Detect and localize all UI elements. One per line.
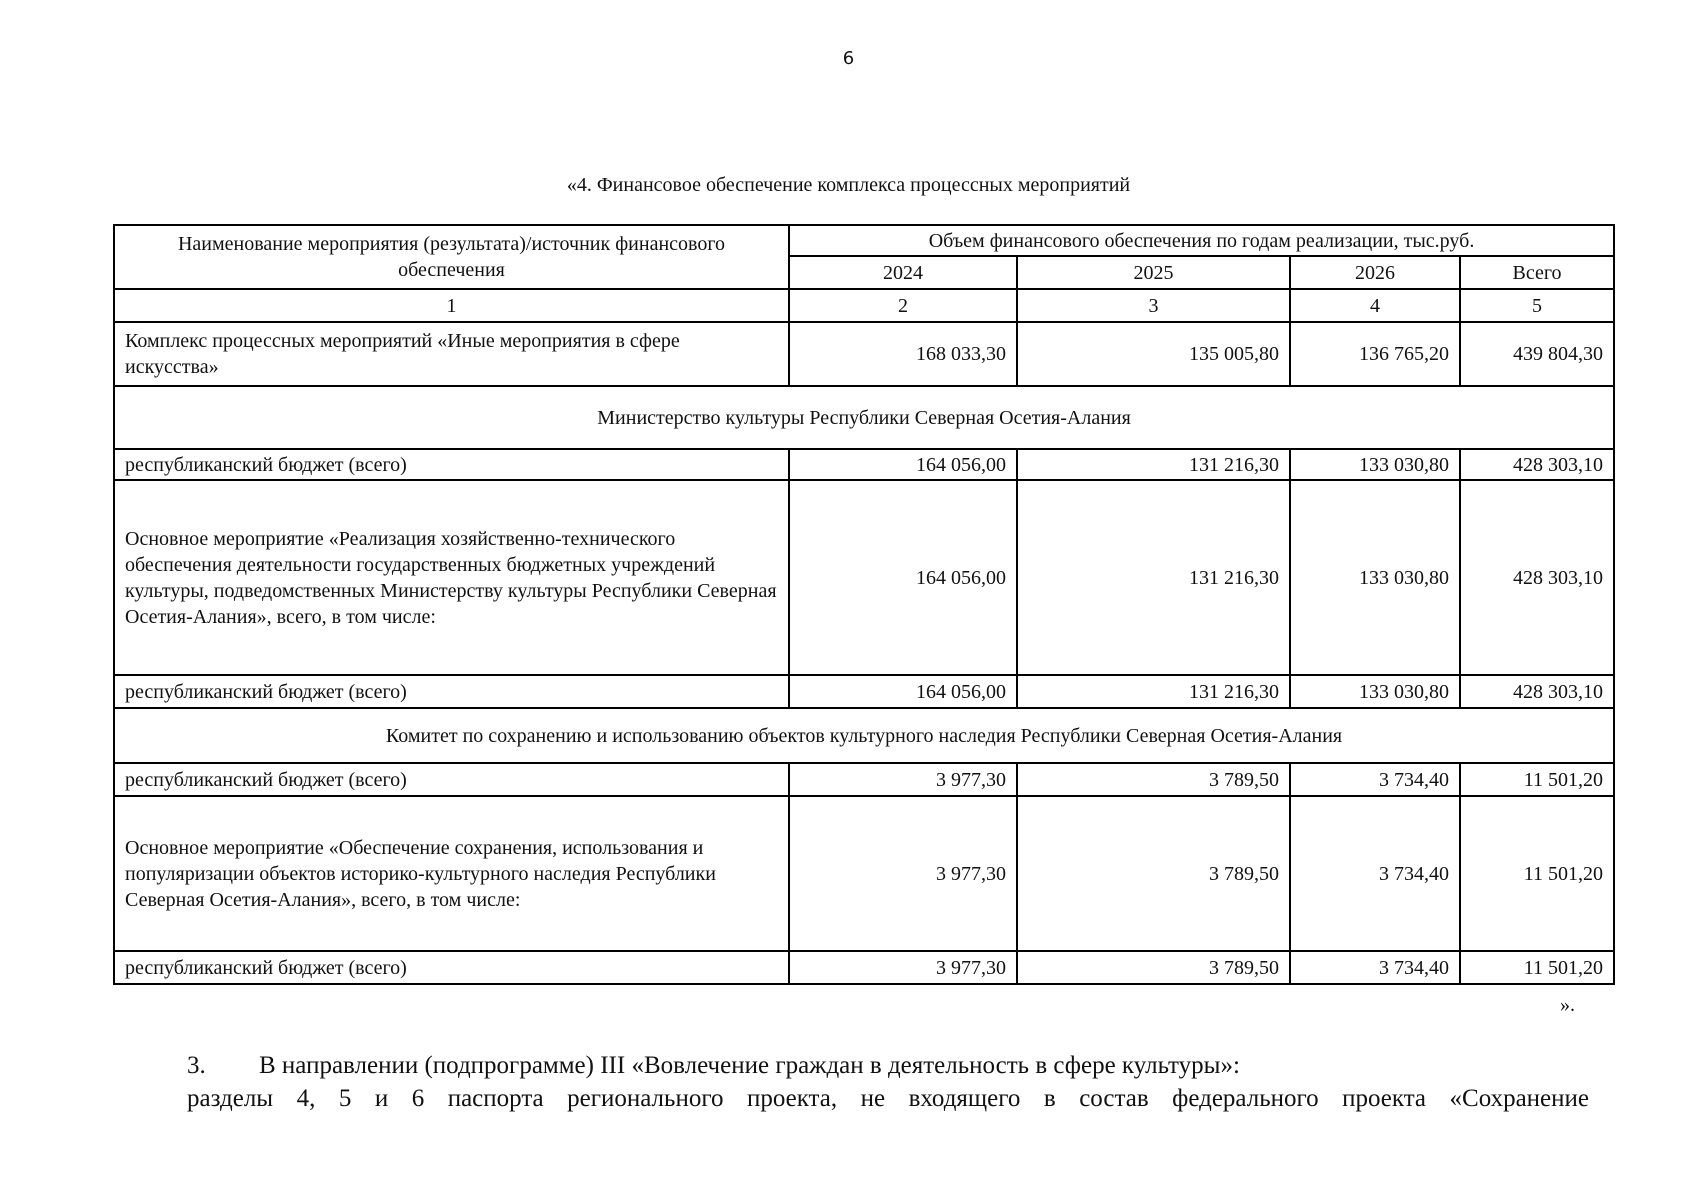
col-number: 1 (114, 289, 789, 322)
section-title: Комитет по сохранению и использованию объектов культурного наследия Республики Северная Осетия-Алания (114, 708, 1614, 763)
paragraph-continuation: разделы 4, 5 и 6 паспорта регионального проекта, не входящего в состав федерального проекта «Сохранение (187, 1085, 1589, 1112)
value-2026: 133 030,80 (1290, 449, 1460, 480)
row-label: Основное мероприятие «Реализация хозяйственно-технического обеспечения деятельности государственных бюджетных учреждений культуры, подведомственных Министерству культуры Республики Северная Осетия-Алания», всего, в том числе: (114, 480, 789, 675)
value-2026: 3 734,40 (1290, 796, 1460, 951)
col-number: 4 (1290, 289, 1460, 322)
value-total: 428 303,10 (1460, 480, 1614, 675)
paragraph-text: В направлении (подпрограмме) III «Вовлечение граждан в деятельность в сфере культуры»: (259, 1052, 1240, 1079)
value-2024: 164 056,00 (789, 449, 1017, 480)
value-2025: 131 216,30 (1017, 675, 1290, 708)
closing-quote: ». (1560, 994, 1575, 1016)
value-2024: 164 056,00 (789, 480, 1017, 675)
table-title: «4. Финансовое обеспечение комплекса процессных мероприятий (566, 174, 1131, 196)
table-row (114, 951, 1614, 984)
value-total: 11 501,20 (1460, 951, 1614, 984)
row-label: республиканский бюджет (всего) (114, 675, 789, 708)
header-year: 2026 (1290, 256, 1460, 289)
table-row (114, 675, 1614, 708)
value-2026: 3 734,40 (1290, 951, 1460, 984)
value-2025: 3 789,50 (1017, 951, 1290, 984)
value-2025: 131 216,30 (1017, 480, 1290, 675)
header-total: Всего (1460, 256, 1614, 289)
row-label: Комплекс процессных мероприятий «Иные мероприятия в сфере искусства» (114, 322, 789, 386)
value-total: 11 501,20 (1460, 796, 1614, 951)
table-row (114, 322, 1614, 386)
section-row (114, 708, 1614, 763)
table-row (114, 796, 1614, 951)
value-total: 428 303,10 (1460, 675, 1614, 708)
financing-table (113, 224, 1615, 985)
section-title: Министерство культуры Республики Северная Осетия-Алания (114, 386, 1614, 449)
value-total: 11 501,20 (1460, 763, 1614, 796)
column-number-row (114, 289, 1614, 322)
row-label: республиканский бюджет (всего) (114, 449, 789, 480)
value-2025: 131 216,30 (1017, 449, 1290, 480)
table-row (114, 763, 1614, 796)
paragraph-number: 3. (187, 1052, 206, 1079)
col-number: 2 (789, 289, 1017, 322)
value-2024: 3 977,30 (789, 951, 1017, 984)
table-row (114, 449, 1614, 480)
row-label: республиканский бюджет (всего) (114, 951, 789, 984)
col-number: 3 (1017, 289, 1290, 322)
value-2026: 136 765,20 (1290, 322, 1460, 386)
header-name-column: Наименование мероприятия (результата)/источник финансового обеспечения (114, 225, 789, 289)
section-row (114, 386, 1614, 449)
table-row (114, 480, 1614, 675)
value-2026: 3 734,40 (1290, 763, 1460, 796)
value-2024: 164 056,00 (789, 675, 1017, 708)
value-2024: 3 977,30 (789, 763, 1017, 796)
page-number: 6 (842, 48, 855, 69)
value-2024: 3 977,30 (789, 796, 1017, 951)
header-year: 2024 (789, 256, 1017, 289)
col-number: 5 (1460, 289, 1614, 322)
header-year: 2025 (1017, 256, 1290, 289)
value-2025: 3 789,50 (1017, 763, 1290, 796)
row-label: республиканский бюджет (всего) (114, 763, 789, 796)
value-2024: 168 033,30 (789, 322, 1017, 386)
header-volume: Объем финансового обеспечения по годам реализации, тыс.руб. (789, 225, 1614, 256)
paragraph-item-3 (187, 1051, 1589, 1081)
row-label: Основное мероприятие «Обеспечение сохранения, использования и популяризации объектов историко-культурного наследия Республики Северная Осетия-Алания», всего, в том числе: (114, 796, 789, 951)
value-2025: 3 789,50 (1017, 796, 1290, 951)
value-2025: 135 005,80 (1017, 322, 1290, 386)
value-total: 439 804,30 (1460, 322, 1614, 386)
value-2026: 133 030,80 (1290, 675, 1460, 708)
value-total: 428 303,10 (1460, 449, 1614, 480)
value-2026: 133 030,80 (1290, 480, 1460, 675)
